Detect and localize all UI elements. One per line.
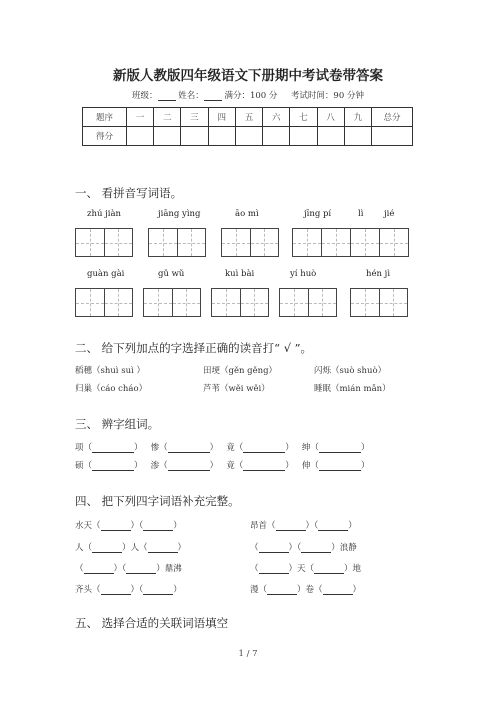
idiom-row: 昂首（ ）（ ） <box>250 521 357 531</box>
word-group-row <box>75 441 369 453</box>
char-label: 伸（ <box>301 461 319 471</box>
score-cell[interactable] <box>290 127 317 146</box>
answer-blank[interactable] <box>126 564 156 574</box>
answer-blank[interactable] <box>267 585 297 595</box>
pinyin-label: lì <box>358 209 364 219</box>
idiom-row: 漫（ ）卷（ ） <box>250 585 362 595</box>
score-header-cell: 二 <box>154 108 181 127</box>
char-label: 惨（ <box>150 443 168 453</box>
answer-blank[interactable] <box>92 543 122 553</box>
writing-grid[interactable] <box>75 228 133 257</box>
answer-blank[interactable] <box>92 461 134 471</box>
section-5-title: 五、 选择合适的关联词语填空 <box>75 616 229 630</box>
section-3-title: 三、 辨字组词。 <box>75 417 160 431</box>
idiom-row: 水天（ ）（ ） <box>75 521 182 531</box>
score-table-score-row <box>83 127 413 146</box>
answer-blank[interactable] <box>168 461 210 471</box>
answer-blank[interactable] <box>92 443 134 453</box>
reading-choice-item[interactable]: 稻穗（shuì suì ） <box>75 366 145 376</box>
answer-blank[interactable] <box>276 521 306 531</box>
score-header-cell: 七 <box>290 108 317 127</box>
score-header-cell: 三 <box>181 108 208 127</box>
score-header-cell: 九 <box>344 108 371 127</box>
score-row-label: 得分 <box>83 127 127 146</box>
score-cell[interactable] <box>344 127 371 146</box>
score-cell[interactable] <box>127 127 154 146</box>
score-cell[interactable] <box>317 127 344 146</box>
reading-choice-item[interactable]: 睡眠（mián mǎn） <box>314 384 391 394</box>
name-blank <box>204 91 222 101</box>
pinyin-label: hén jì <box>366 269 391 279</box>
answer-blank[interactable] <box>301 543 331 553</box>
score-cell[interactable] <box>208 127 235 146</box>
bracket: ） <box>285 443 294 453</box>
score-cell[interactable] <box>235 127 262 146</box>
writing-grid[interactable] <box>211 288 269 317</box>
pinyin-label: yí huò <box>290 269 317 279</box>
score-header-cell: 题序 <box>83 108 127 127</box>
bracket: ） <box>285 461 294 471</box>
answer-blank[interactable] <box>314 564 344 574</box>
exam-info-line <box>0 89 496 101</box>
bracket: ） <box>360 461 370 471</box>
char-label: 绅（ <box>301 443 319 453</box>
idiom-row: 人（ ）人（ ） <box>75 543 187 553</box>
answer-blank[interactable] <box>143 585 173 595</box>
bracket: ） <box>134 443 143 453</box>
answer-blank[interactable] <box>243 461 285 471</box>
bracket: ） <box>209 461 219 471</box>
bracket: ） <box>209 443 219 453</box>
writing-grid[interactable] <box>143 288 201 317</box>
reading-choice-item[interactable]: 芦苇（wěi wěi） <box>203 384 270 394</box>
score-cell[interactable] <box>263 127 290 146</box>
score-header-cell: 五 <box>235 108 262 127</box>
writing-grid[interactable] <box>75 288 133 317</box>
idiom-row: 齐头（ ）（ ） <box>75 585 182 595</box>
answer-blank[interactable] <box>101 585 131 595</box>
answer-blank[interactable] <box>143 521 173 531</box>
answer-blank[interactable] <box>259 564 289 574</box>
answer-blank[interactable] <box>148 543 178 553</box>
answer-blank[interactable] <box>259 543 289 553</box>
score-cell[interactable] <box>154 127 181 146</box>
answer-blank[interactable] <box>243 443 285 453</box>
name-label: 姓名： <box>178 91 204 101</box>
score-table <box>82 107 413 146</box>
writing-grid[interactable] <box>292 228 409 257</box>
reading-choice-item[interactable]: 归巢（cáo cháo） <box>75 384 148 394</box>
answer-blank[interactable] <box>101 521 131 531</box>
score-header-cell: 一 <box>127 108 154 127</box>
class-blank <box>158 91 176 101</box>
page-number: 1 / 7 <box>238 649 258 659</box>
pinyin-label: āo mì <box>235 209 259 219</box>
word-group-row <box>75 459 369 471</box>
exam-time: 考试时间：90 分钟 <box>290 91 364 101</box>
pinyin-label: guàn gài <box>87 269 125 279</box>
pinyin-label: gǔ wǔ <box>158 269 185 279</box>
answer-blank[interactable] <box>84 564 114 574</box>
char-label: 项（ <box>75 443 93 453</box>
writing-grid[interactable] <box>279 288 337 317</box>
idiom-row: （ ）天（ ）地 <box>250 564 362 574</box>
char-label: 竟（ <box>226 461 244 471</box>
char-label: 渗（ <box>150 461 168 471</box>
full-score: 满分：100 分 <box>224 91 278 101</box>
idiom-row: （ ）（ ）鼎沸 <box>75 564 182 574</box>
answer-blank[interactable] <box>168 443 210 453</box>
score-cell[interactable] <box>181 127 208 146</box>
score-table-header-row <box>83 108 413 127</box>
reading-choice-item[interactable]: 闪烁（suò shuò） <box>314 366 387 376</box>
answer-blank[interactable] <box>323 585 353 595</box>
char-label: 竟（ <box>226 443 244 453</box>
page-title: 新版人教版四年级语文下册期中考试卷带答案 <box>113 68 383 84</box>
score-header-cell: 六 <box>263 108 290 127</box>
char-label: 硕（ <box>75 461 93 471</box>
pinyin-label: jié <box>384 209 395 219</box>
score-header-cell: 八 <box>317 108 344 127</box>
section-2-title: 二、 给下列加点的字选择正确的读音打“ √ ”。 <box>75 341 313 355</box>
score-cell[interactable] <box>372 127 413 146</box>
score-header-cell: 四 <box>208 108 235 127</box>
class-label: 班级： <box>132 91 158 101</box>
pinyin-label: kuì bài <box>225 269 255 279</box>
idiom-row: （ ）（ ）浪静 <box>250 543 357 553</box>
answer-blank[interactable] <box>319 461 361 471</box>
section-1-title: 一、 看拼音写词语。 <box>75 186 183 200</box>
pinyin-label: jīng pí <box>304 209 332 219</box>
answer-blank[interactable] <box>319 443 361 453</box>
pinyin-label: zhú jiàn <box>87 209 122 219</box>
reading-choice-item[interactable]: 田埂（gěn gěng） <box>203 366 278 376</box>
answer-blank[interactable] <box>318 521 348 531</box>
bracket: ） <box>134 461 143 471</box>
bracket: ） <box>360 443 370 453</box>
section-4-title: 四、 把下列四字词语补充完整。 <box>75 494 240 508</box>
writing-grid[interactable] <box>148 228 206 257</box>
score-header-cell: 总分 <box>372 108 413 127</box>
writing-grid[interactable] <box>221 228 279 257</box>
writing-grid[interactable] <box>350 288 408 317</box>
pinyin-label: jiāng yìng <box>158 209 201 219</box>
